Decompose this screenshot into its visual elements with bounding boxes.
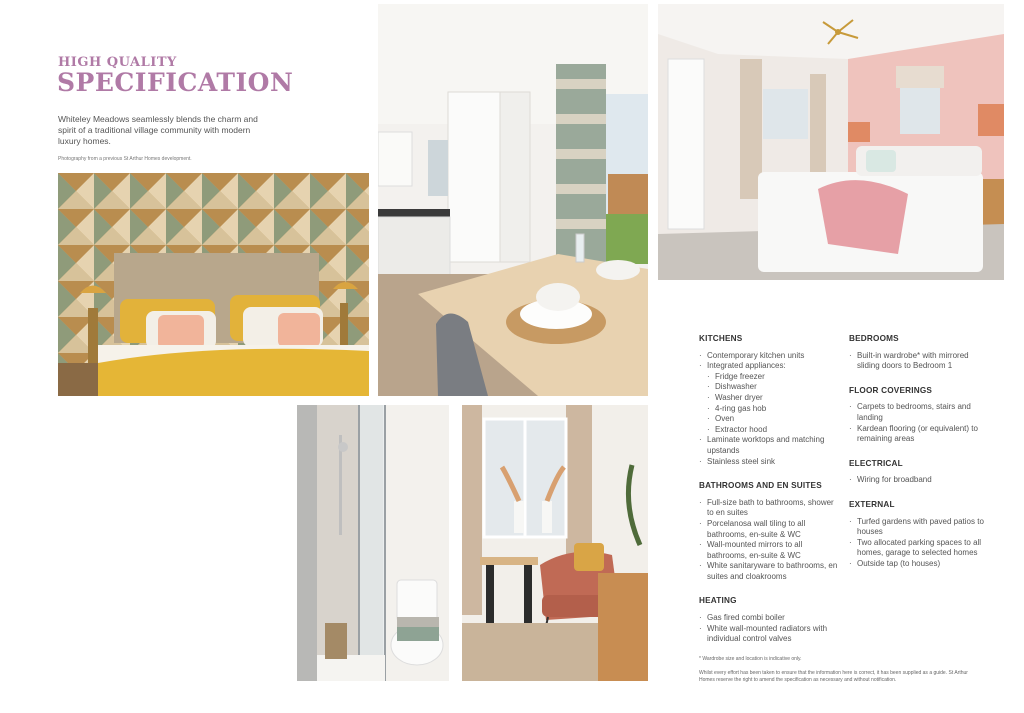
list-item: · 4-ring gas hob (699, 404, 839, 415)
kitchens-list (699, 351, 839, 468)
photo-kitchen-dining (378, 4, 648, 396)
list-item: · Kardean flooring (or equivalent) to remaining areas (849, 424, 989, 445)
floor-coverings-list (849, 402, 989, 444)
spec-column-right (849, 334, 989, 584)
spec-column-left (699, 334, 839, 659)
list-item: · Outside tap (to houses) (849, 559, 989, 570)
external-heading: EXTERNAL (849, 499, 895, 509)
disclaimer-footnote: Whilst every effort has been taken to ensure that the information here is correct, it has been supplied as a guide. St Arthur Homes reserve the right to amend the specification as necessary and without notification. (699, 670, 968, 683)
list-item: · Integrated appliances: (699, 361, 839, 372)
list-item: · Dishwasher (699, 382, 839, 393)
intro-paragraph: Whiteley Meadows seamlessly blends the charm and spirit of a traditional village community with modern luxury homes. (58, 114, 258, 146)
bedrooms-heading: BEDROOMS (849, 334, 899, 343)
list-item: · White sanitaryware to bathrooms, en suites and cloakrooms (699, 561, 839, 582)
list-item: · Stainless steel sink (699, 457, 839, 468)
page-title: SPECIFICATION (57, 68, 294, 97)
wardrobe-footnote: * Wardrobe size and location is indicative only. (699, 656, 802, 662)
list-item: · White wall-mounted radiators with individual control valves (699, 624, 839, 645)
eyebrow-heading: HIGH QUALITY (58, 55, 177, 70)
heating-list (699, 613, 839, 645)
list-item: · Porcelanosa wall tiling to all bathrooms, en-suite & WC (699, 519, 839, 540)
list-item: · Wiring for broadband (849, 475, 989, 486)
floor-coverings-heading: FLOOR COVERINGS (849, 385, 933, 395)
heating-heading: HEATING (699, 596, 737, 606)
list-item: · Oven (699, 414, 839, 425)
bedrooms-list (849, 351, 989, 372)
bathrooms-list (699, 498, 839, 583)
list-item: · Extractor hood (699, 425, 839, 436)
list-item: · Turfed gardens with paved patios to houses (849, 517, 989, 538)
photo-lounge-armchair (462, 405, 648, 681)
kitchens-heading: KITCHENS (699, 334, 743, 343)
photo-bedroom-wallpaper (58, 173, 369, 396)
photo-pink-bedroom (658, 4, 1004, 280)
list-item: · Full-size bath to bathrooms, shower to en suites (699, 498, 839, 519)
list-item: · Contemporary kitchen units (699, 351, 839, 362)
list-item: · Washer dryer (699, 393, 839, 404)
list-item: · Fridge freezer (699, 372, 839, 383)
list-item: · Gas fired combi boiler (699, 613, 839, 624)
electrical-heading: ELECTRICAL (849, 458, 903, 468)
bathrooms-heading: BATHROOMS AND EN SUITES (699, 481, 822, 491)
electrical-list (849, 475, 989, 486)
external-list (849, 517, 989, 570)
list-item: · Built-in wardrobe* with mirrored sliding doors to Bedroom 1 (849, 351, 989, 372)
photo-bathroom-shower (297, 405, 449, 681)
photography-note: Photography from a previous St Arthur Homes development. (58, 156, 192, 162)
list-item: · Wall-mounted mirrors to all bathrooms, en-suite & WC (699, 540, 839, 561)
list-item: · Laminate worktops and matching upstands (699, 435, 839, 456)
list-item: · Carpets to bedrooms, stairs and landing (849, 402, 989, 423)
list-item: · Two allocated parking spaces to all homes, garage to selected homes (849, 538, 989, 559)
